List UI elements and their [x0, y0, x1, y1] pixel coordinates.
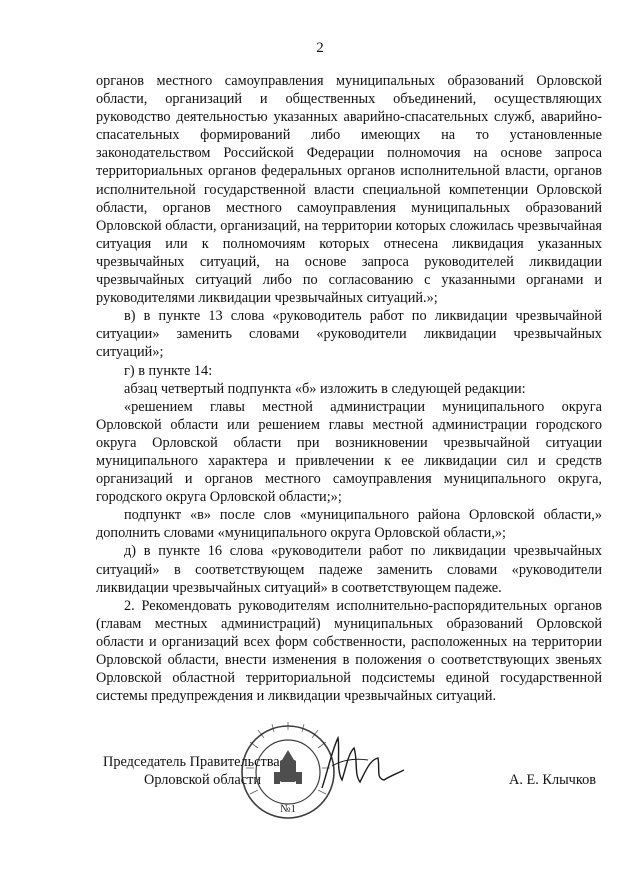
paragraph-item-g: г) в пункте 14:	[124, 362, 213, 379]
seal-number: №1	[280, 803, 296, 815]
page-number: 2	[316, 40, 324, 56]
paragraph-continuation: органов местного самоуправления муниципальных образований Орловской области, организаций и общественных объединений, осуществляющих руководство деятельностью указанных аварийно-спасательных служб, аварийно-спасательных формирований либо имеющих на то установленные законодательством Российской Федерации полномочия на основе запроса территориальных органов федеральных органов исполнительной власти, органов исполнительной государственной власти специальной компетенции Орловской области, органов местного самоуправления муниципальных образований Орловской области, организаций, на территории которых сложилась чрезвычайная ситуация или к полномочиям которых отнесена ликвидация указанных чрезвычайных ситуаций, на основе запроса руководителей ликвидации чрезвычайных ситуаций либо по согласованию с указанными органами и руководителями ликвидации чрезвычайных ситуаций.»;	[96, 73, 602, 307]
signatory-name: А. Е. Клычков	[509, 772, 596, 788]
paragraph-recommend: 2. Рекомендовать руководителям исполнительно-распорядительных органов (главам местных администраций) муниципальных образований Орловской области и организаций всех форм собственности, расположенных на территории Орловской области, внести изменения в положения о соответствующих звеньях Орловской областной территориальной подсистемы единой государственной системы предупреждения и ликвидации чрезвычайных ситуаций.	[96, 597, 602, 705]
paragraph-quote: «решением главы местной администрации муниципального округа Орловской области или решением главы местной администрации городского округа Орловской области при возникновении чрезвычайной ситуации муниципального характера и привлечении к ее ликвидации сил и средств организаций и органов местного самоуправления муниципального округа, городского округа Орловской области;»;	[96, 398, 602, 506]
handwritten-signature	[318, 730, 408, 800]
document-body	[96, 72, 602, 705]
paragraph-subitem-v: подпункт «в» после слов «муниципального района Орловской области,» дополнить словами «муниципального округа Орловской области,»;	[96, 507, 602, 542]
paragraph-item-v: в) в пункте 13 слова «руководитель работ по ликвидации чрезвычайной ситуации» заменить словами «руководители ликвидации чрезвычайных ситуаций»;	[96, 308, 602, 361]
paragraph-abzac: абзац четвертый подпункта «б» изложить в следующей редакции:	[124, 380, 526, 397]
signatory-title-line1: Председатель Правительства	[103, 754, 280, 770]
signatory-title-line2: Орловской области	[144, 772, 261, 788]
paragraph-item-d: д) в пункте 16 слова «руководители работ по ликвидации чрезвычайных ситуаций» в соответствующем падеже заменить словами «руководители ликвидации чрезвычайных ситуаций» в соответствующем падеже.	[96, 543, 602, 596]
